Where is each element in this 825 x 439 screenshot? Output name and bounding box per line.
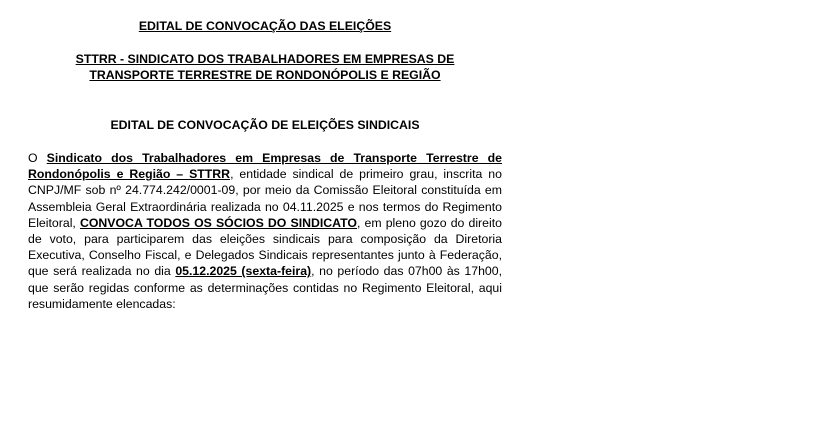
convocation-statement: CONVOCA TODOS OS SÓCIOS DO SINDICATO [79, 215, 357, 230]
document-subtitle: EDITAL DE CONVOCAÇÃO DE ELEIÇÕES SINDICAIS [110, 118, 420, 132]
union-name: Sindicato dos Trabalhadores em Empresas de Transporte Terrestre de Rondonópolis e Região – STTRR [28, 151, 502, 182]
organization-name-line1: STTRR - SINDICATO DOS TRABALHADORES EM EMPRESAS DE [75, 52, 455, 66]
paragraph-text-start: O [28, 151, 47, 165]
convocation-paragraph [28, 150, 502, 312]
election-date: 05.12.2025 (sexta-feira) [175, 264, 312, 279]
document-title: EDITAL DE CONVOCAÇÃO DAS ELEIÇÕES [138, 19, 392, 33]
paragraph-text-purpose: , em pleno gozo do direito de voto, para participarem das eleições sindicais para composição da Diretoria Executiva, Conselho Fiscal, e Delegados Sindicais representantes junto à Federação, que será realizada no dia [28, 215, 502, 279]
paragraph-text-intro: , entidade sindical de primeiro grau, inscrita no CNPJ/MF sob nº 24.774.242/0001-09, por meio da Comissão Eleitoral constituída em Assembleia Geral Extraordinária realizada no 04.11.2025 e nos termos do Regimento Eleitoral, [28, 167, 502, 230]
paragraph-text-end: , no período das 07h00 às 17h00, que serão regidas conforme as determinações contidas no Regimento Eleitoral, aqui resumidamente elencadas: [28, 264, 503, 311]
organization-name-line2: TRANSPORTE TERRESTRE DE RONDONÓPOLIS E REGIÃO [89, 68, 441, 82]
